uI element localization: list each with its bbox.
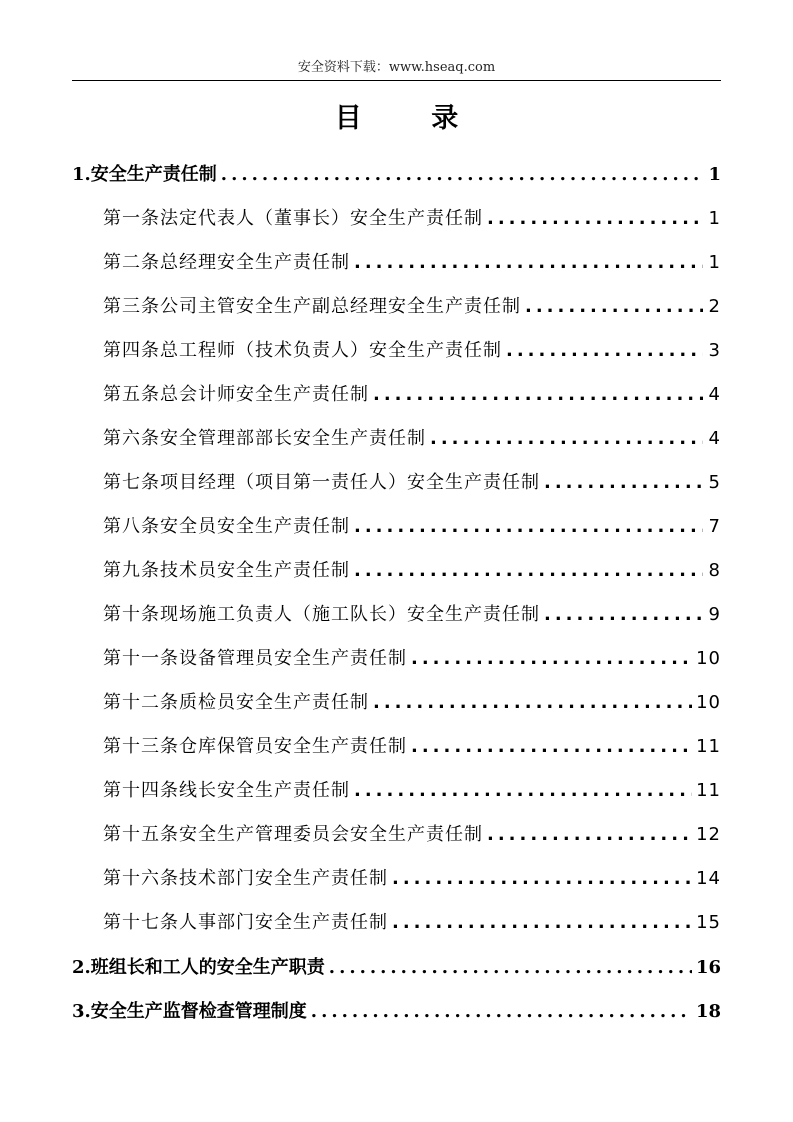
toc-entry[interactable] — [103, 600, 721, 626]
toc-entry-page: 16 — [695, 957, 721, 978]
toc-leader-dots — [506, 340, 703, 361]
toc-entry-label: 第十六条技术部门安全生产责任制 — [103, 868, 388, 889]
toc-entry-page: 1 — [708, 164, 721, 185]
toc-leader-dots — [411, 736, 692, 757]
toc-entry-page: 11 — [696, 736, 721, 757]
toc-entry[interactable] — [103, 864, 721, 890]
toc-entry[interactable] — [103, 204, 721, 230]
page-title: 目 录 — [334, 103, 489, 134]
toc-entry-label: 第十一条设备管理员安全生产责任制 — [103, 648, 407, 669]
toc-entry-label: 1.安全生产责任制 — [72, 164, 217, 185]
toc-entry-label: 第十四条线长安全生产责任制 — [103, 780, 350, 801]
toc-entry[interactable] — [103, 732, 721, 758]
toc-entry-label: 第七条项目经理（项目第一责任人）安全生产责任制 — [103, 472, 540, 493]
toc-leader-dots — [373, 384, 703, 405]
toc-entry-page: 2 — [708, 296, 721, 317]
toc-entry[interactable] — [103, 512, 721, 538]
toc-entry-page: 4 — [708, 384, 721, 405]
toc-leader-dots — [487, 208, 703, 229]
toc-entry[interactable] — [72, 997, 721, 1023]
toc-entry[interactable] — [103, 380, 721, 406]
toc-entry-page: 10 — [696, 648, 721, 669]
toc-entry-label: 第五条总会计师安全生产责任制 — [103, 384, 369, 405]
toc-entry-page: 12 — [696, 824, 721, 845]
toc-leader-dots — [373, 692, 692, 713]
toc-leader-dots — [430, 428, 703, 449]
toc-entry-page: 18 — [695, 1001, 721, 1022]
toc-entry-page: 1 — [708, 252, 721, 273]
toc-entry-label: 第十二条质检员安全生产责任制 — [103, 692, 369, 713]
toc-entry-label: 第二条总经理安全生产责任制 — [103, 252, 350, 273]
toc-leader-dots — [221, 164, 703, 185]
toc-entry[interactable] — [103, 248, 721, 274]
toc-leader-dots — [354, 252, 703, 273]
toc-entry[interactable] — [103, 556, 721, 582]
toc-entry-page: 3 — [708, 340, 721, 361]
toc-leader-dots — [392, 912, 692, 933]
toc-entry-label: 第四条总工程师（技术负责人）安全生产责任制 — [103, 340, 502, 361]
toc-leader-dots — [392, 868, 692, 889]
toc-entry-page: 8 — [708, 560, 721, 581]
toc-entry-label: 第十七条人事部门安全生产责任制 — [103, 912, 388, 933]
toc-entry-page: 4 — [708, 428, 721, 449]
toc-leader-dots — [411, 648, 692, 669]
toc-entry-page: 15 — [696, 912, 721, 933]
toc-leader-dots — [354, 560, 703, 581]
header-text: 安全资料下载：www.hseaq.com — [297, 60, 496, 75]
toc-leader-dots — [525, 296, 703, 317]
toc-entry-label: 第十五条安全生产管理委员会安全生产责任制 — [103, 824, 483, 845]
toc-entry-page: 10 — [696, 692, 721, 713]
toc-entry-label: 3.安全生产监督检查管理制度 — [72, 1001, 307, 1022]
toc-leader-dots — [544, 604, 703, 625]
toc-entry-page: 1 — [708, 208, 721, 229]
toc-entry-label: 2.班组长和工人的安全生产职责 — [72, 957, 325, 978]
toc-leader-dots — [354, 780, 692, 801]
toc-entry-label: 第八条安全员安全生产责任制 — [103, 516, 350, 537]
toc-leader-dots — [311, 1001, 692, 1022]
toc-entry-page: 5 — [708, 472, 721, 493]
toc-entry[interactable] — [72, 953, 721, 979]
toc-entry[interactable] — [103, 908, 721, 934]
toc-entry[interactable] — [103, 688, 721, 714]
toc-leader-dots — [329, 957, 692, 978]
toc-leader-dots — [354, 516, 703, 537]
toc-entry[interactable] — [103, 776, 721, 802]
toc-entry[interactable] — [103, 644, 721, 670]
toc-leader-dots — [544, 472, 703, 493]
toc-entry-label: 第一条法定代表人（董事长）安全生产责任制 — [103, 208, 483, 229]
page-header — [72, 58, 721, 81]
toc-entry[interactable] — [103, 292, 721, 318]
toc-entry-label: 第十三条仓库保管员安全生产责任制 — [103, 736, 407, 757]
toc-entry-label: 第十条现场施工负责人（施工队长）安全生产责任制 — [103, 604, 540, 625]
toc-entry-page: 9 — [708, 604, 721, 625]
toc-entry-page: 7 — [708, 516, 721, 537]
toc-entry-label: 第六条安全管理部部长安全生产责任制 — [103, 428, 426, 449]
toc-entry[interactable] — [72, 160, 721, 186]
toc-entry-label: 第九条技术员安全生产责任制 — [103, 560, 350, 581]
toc-entry-page: 11 — [696, 780, 721, 801]
toc-entry[interactable] — [103, 820, 721, 846]
toc-entry[interactable] — [103, 468, 721, 494]
toc-entry[interactable] — [103, 336, 721, 362]
toc-leader-dots — [487, 824, 692, 845]
toc-entry[interactable] — [103, 424, 721, 450]
toc-entry-page: 14 — [696, 868, 721, 889]
toc-entry-label: 第三条公司主管安全生产副总经理安全生产责任制 — [103, 296, 521, 317]
